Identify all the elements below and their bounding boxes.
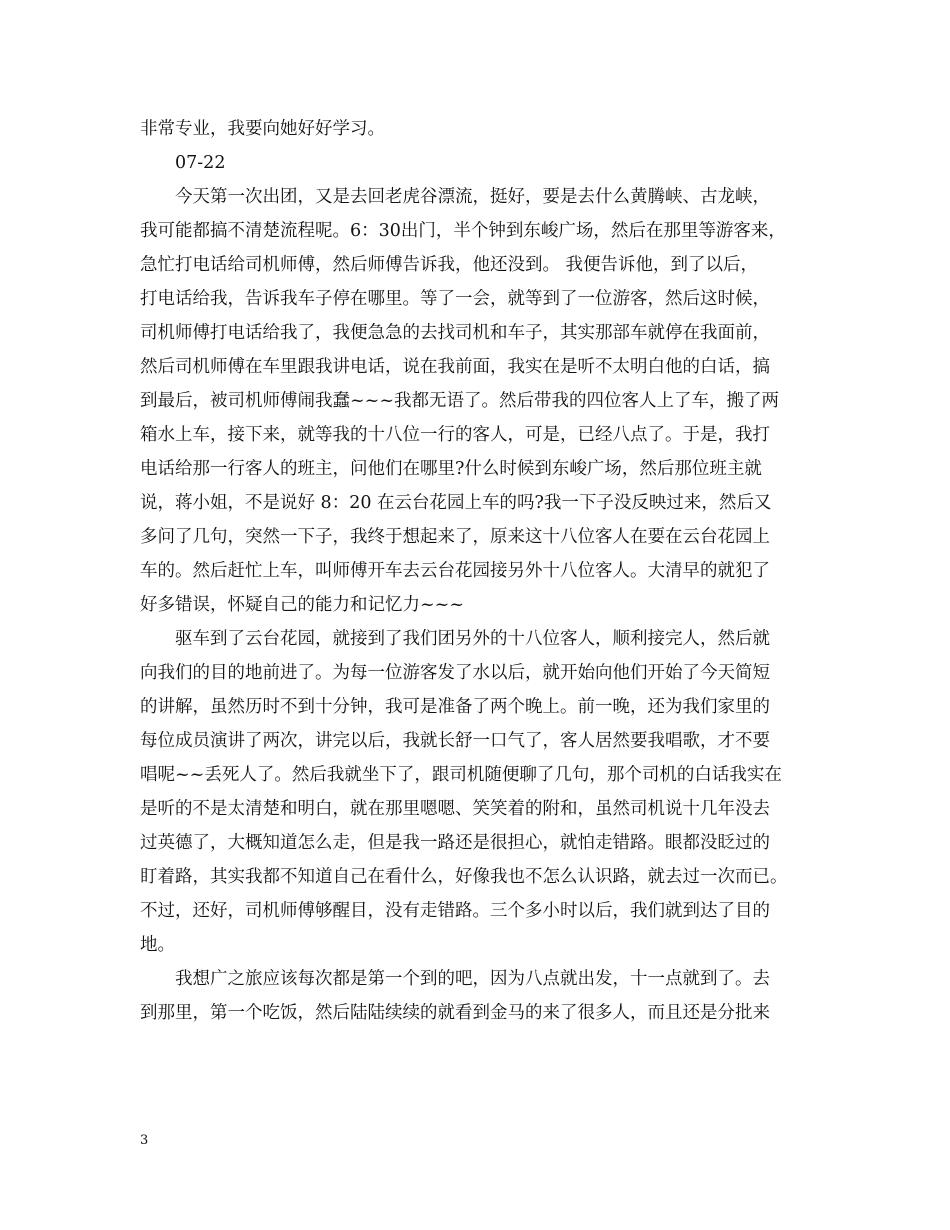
- document-body: [140, 112, 820, 1030]
- text-line: 每位成员演讲了两次，讲完以后，我就长舒一口气了，客人居然要我唱歌，才不要: [140, 731, 770, 751]
- text-line: 过英德了，大概知道怎么走，但是我一路还是很担心，就怕走错路。眼都没眨过的: [140, 833, 770, 853]
- text-line: 司机师傅打电话给我了，我便急急的去找司机和车子，其实那部车就停在我面前，: [140, 323, 770, 343]
- text-line: 是听的不是太清楚和明白，就在那里嗯嗯、笑笑着的附和，虽然司机说十几年没去: [140, 799, 770, 819]
- text-line: 好多错误，怀疑自己的能力和记忆力~~~: [140, 595, 464, 615]
- text-line: 我可能都搞不清楚流程呢。6：30出门，半个钟到东峻广场，然后在那里等游客来，: [140, 221, 786, 241]
- text-line: 向我们的目的地前进了。为每一位游客发了水以后，就开始向他们开始了今天简短: [140, 663, 770, 683]
- text-line: 非常专业，我要向她好好学习。: [140, 119, 385, 139]
- text-line: 打电话给我，告诉我车子停在哪里。等了一会，就等到了一位游客，然后这时候，: [140, 289, 770, 309]
- text-line: 箱水上车，接下来，就等我的十八位一行的客人，可是，已经八点了。于是，我打: [140, 425, 770, 445]
- text-line: 今天第一次出团，又是去回老虎谷漂流，挺好，要是去什么黄腾峡、古龙峡，: [175, 187, 770, 207]
- text-line: 然后司机师傅在车里跟我讲电话，说在我前面，我实在是听不太明白他的白话，搞: [140, 357, 770, 377]
- text-line: 说，蒋小姐，不是说好 8：20 在云台花园上车的吗?我一下子没反映过来，然后又: [140, 493, 772, 513]
- page-number: 3: [140, 1133, 149, 1148]
- text-line: 我想广之旅应该每次都是第一个到的吧，因为八点就出发，十一点就到了。去: [175, 969, 770, 989]
- text-line: 急忙打电话给司机师傅，然后师傅告诉我，他还没到。 我便告诉他，到了以后，: [140, 255, 759, 275]
- text-line: 地。: [140, 935, 175, 955]
- text-line: 盯着路，其实我都不知道自己在看什么，好像我也不怎么认识路，就去过一次而已。: [140, 867, 788, 887]
- text-line: 到最后，被司机师傅闹我蠢~~~我都无语了。然后带我的四位客人上了车，搬了两: [140, 391, 779, 411]
- text-line: 不过，还好，司机师傅够醒目，没有走错路。三个多小时以后，我们就到达了目的: [140, 901, 770, 921]
- text-line: 的讲解，虽然历时不到十分钟，我可是准备了两个晚上。前一晚，还为我们家里的: [140, 697, 770, 717]
- text-line: 唱呢~~丢死人了。然后我就坐下了，跟司机随便聊了几句，那个司机的白话我实在: [140, 765, 782, 785]
- text-line: 07-22: [175, 153, 226, 173]
- text-line: 车的。然后赶忙上车，叫师傅开车去云台花园接另外十八位客人。大清早的就犯了: [140, 561, 770, 581]
- text-line: 驱车到了云台花园，就接到了我们团另外的十八位客人，顺利接完人，然后就: [175, 629, 770, 649]
- text-line: 电话给那一行客人的班主，问他们在哪里?什么时候到东峻广场，然后那位班主就: [140, 459, 762, 479]
- text-line: 到那里，第一个吃饭，然后陆陆续续的就看到金马的来了很多人，而且还是分批来: [140, 1003, 770, 1023]
- text-line: 多问了几句，突然一下子，我终于想起来了，原来这十八位客人在要在云台花园上: [140, 527, 770, 547]
